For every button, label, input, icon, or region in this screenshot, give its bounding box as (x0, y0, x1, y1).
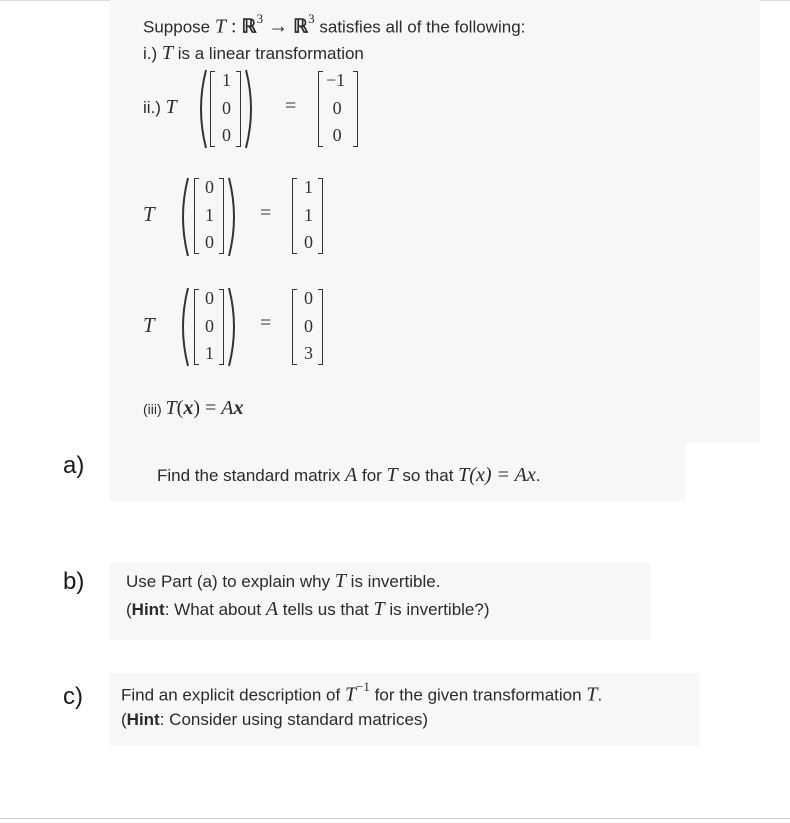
t-symbol: T (143, 313, 155, 337)
bracket-left (194, 178, 199, 254)
expression-txax: T(x) = Ax (458, 464, 536, 486)
input-vector-2: 0 1 0 (205, 177, 214, 252)
bracket-left (292, 178, 297, 254)
part-a-question: Find the standard matrix A for T so that T(x) = Ax. (157, 464, 541, 486)
intro-line: Suppose T : ℝ$^3$ → ℝ$^3$ satisfies all of the following: (143, 11, 526, 38)
bracket-right (318, 178, 323, 254)
bracket-left (318, 71, 323, 147)
right-paren-icon (227, 286, 241, 368)
bracket-left (210, 71, 215, 147)
part-c-label: c) (63, 683, 83, 710)
bracket-right (318, 289, 323, 365)
bracket-right (219, 289, 224, 365)
bottom-divider (0, 818, 790, 819)
part-b-hint: (Hint: What about A tells us that T is invertible?) (126, 598, 490, 620)
output-vector-1: −1 0 0 (326, 70, 346, 145)
condition-iii: (iii) T(x) = Ax (143, 397, 244, 419)
bracket-left (194, 289, 199, 365)
input-vector-3: 0 0 1 (205, 288, 214, 363)
bracket-right (219, 178, 224, 254)
part-a-label: a) (63, 452, 85, 479)
bracket-left (292, 289, 297, 365)
input-vector-1: 1 0 0 (222, 70, 231, 145)
part-c-question: Find an explicit description of $T^{-1}$ for the given transformation T. (121, 679, 603, 706)
bracket-right (236, 71, 241, 147)
left-paren-icon (176, 286, 190, 368)
equals-sign: = (260, 312, 272, 334)
right-paren-icon (227, 176, 241, 258)
output-vector-3: 0 0 3 (304, 288, 313, 363)
equals-sign: = (285, 95, 297, 117)
condition-i: i.) T is a linear transformation (143, 42, 364, 64)
left-paren-icon (194, 68, 208, 150)
part-b-question: Use Part (a) to explain why T is invertible. (126, 570, 441, 592)
bracket-right (353, 71, 358, 147)
part-c-hint: (Hint: Consider using standard matrices) (121, 710, 429, 729)
equals-sign: = (260, 202, 272, 224)
t-symbol: T (143, 202, 155, 226)
right-paren-icon (244, 68, 258, 150)
output-vector-2: 1 1 0 (304, 177, 313, 252)
condition-ii-label: ii.) T (143, 96, 177, 118)
left-paren-icon (176, 176, 190, 258)
part-b-label: b) (63, 568, 85, 595)
